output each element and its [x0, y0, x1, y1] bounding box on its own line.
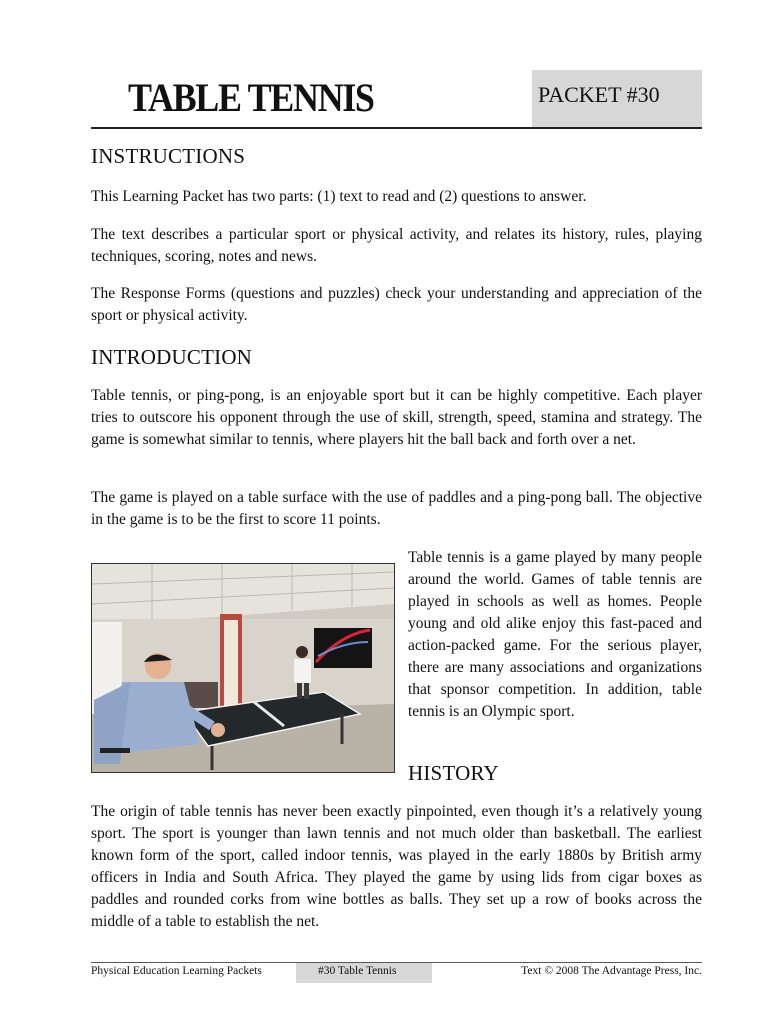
introduction-heading: INTRODUCTION — [91, 345, 253, 369]
introduction-paragraph-1: Table tennis, or ping-pong, is an enjoyable sport but it can be highly competitive. Each player tries to outscore his opponent through the use of skill, strength, speed, stamina and strategy. The game is somewhat similar to tennis, where players hit the ball back and forth over a net. — [91, 387, 702, 448]
footer-packet-title: #30 Table Tennis — [318, 965, 397, 977]
page-title: TABLE TENNIS — [128, 75, 374, 120]
packet-badge — [532, 70, 702, 128]
introduction-paragraph-2: The game is played on a table surface with the use of paddles and a ping-pong ball. The objective in the game is to be the first to score 11 points. — [91, 489, 702, 528]
instructions-paragraph-3: The Response Forms (questions and puzzles) check your understanding and appreciation of the sport or physical activity. — [91, 285, 702, 324]
footer-series: Physical Education Learning Packets — [91, 965, 262, 977]
packet-number: PACKET #30 — [538, 82, 660, 107]
instructions-paragraph-1: This Learning Packet has two parts: (1) text to read and (2) questions to answer. — [91, 188, 587, 205]
table-tennis-photo — [91, 563, 395, 773]
header-divider — [91, 127, 702, 129]
footer-copyright: Text © 2008 The Advantage Press, Inc. — [521, 965, 702, 977]
introduction-paragraph-3: Table tennis is a game played by many people around the world. Games of table tennis are played in schools as well as homes. People young and old alike enjoy this fast-paced and action-packed game. For the serious player, there are many associations and organizations that sponsor competition. In addition, table tennis is an Olympic sport. — [408, 549, 702, 720]
history-paragraph-1: The origin of table tennis has never been exactly pinpointed, even though it’s a relatively young sport. The sport is younger than lawn tennis and not much older than basketball. The earliest known form of the sport, called indoor tennis, was played in the early 1880s by British army officers in India and South Africa. They played the game by using lids from cigar boxes as paddles and rounded corks from wine bottles as balls. They set up a row of books across the middle of a table to establish the net. — [91, 803, 702, 930]
instructions-heading: INSTRUCTIONS — [91, 144, 246, 168]
instructions-paragraph-2: The text describes a particular sport or physical activity, and relates its history, rules, playing techniques, scoring, notes and news. — [91, 226, 702, 265]
history-heading: HISTORY — [408, 761, 499, 785]
photo-illustration — [92, 564, 394, 772]
